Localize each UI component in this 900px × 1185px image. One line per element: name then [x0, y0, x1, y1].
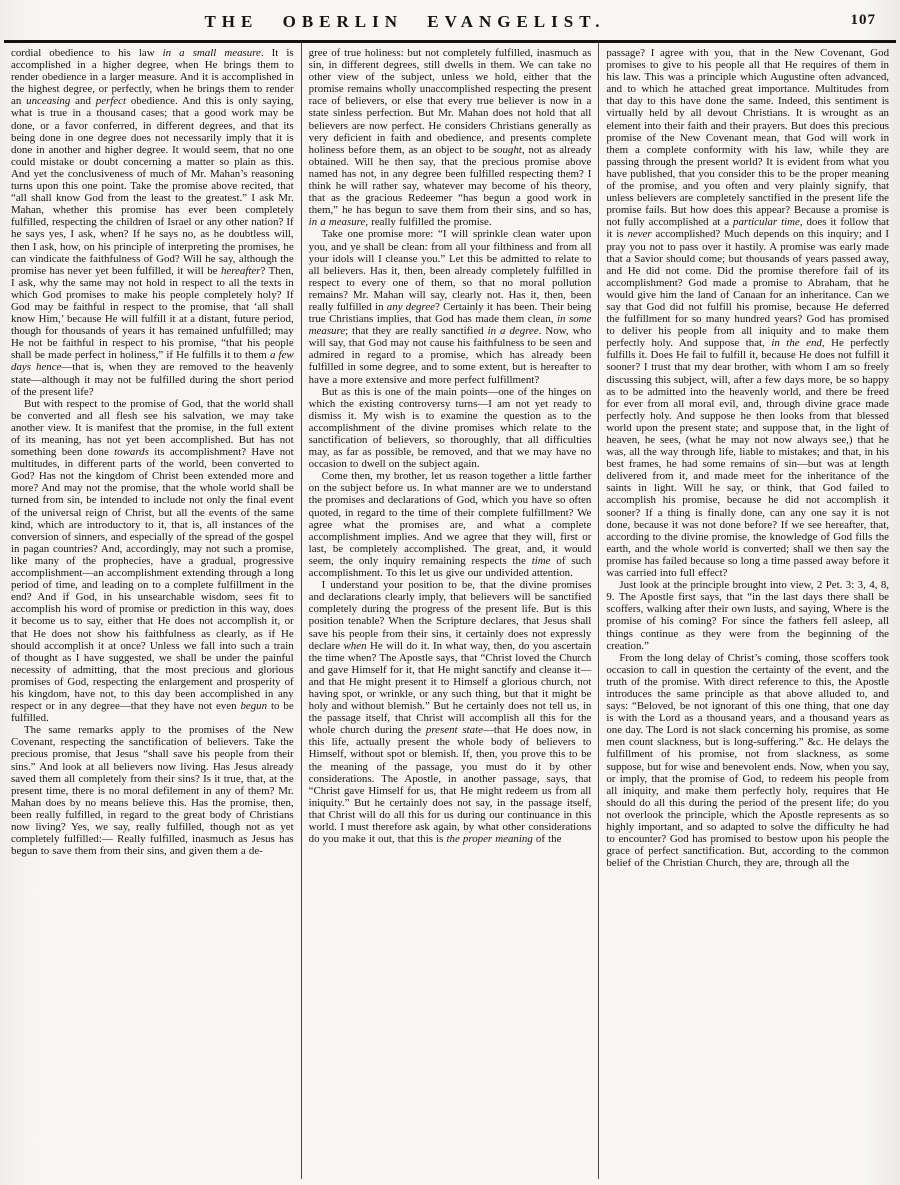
paragraph: The same remarks apply to the promises of the New Covenant, respecting the sanctification of believers. Take the precious promise, that Jesus “shall save his people from their sins.” And look at all believers now living. Has Jesus already saved them all completely from their sins? Is it true, that, at the present time, there is no moral defilement in any of them? Mr. Mahan does by no means believe this. Has the promise, then, been really fulfilled, in regard to the great body of Christians now living? Yes, we say, really fulfilled, though not as yet completely fulfilled:— Really fulfilled, inasmuch as Jesus has begun to save them from their sins, and given them a de- — [11, 724, 294, 858]
paragraph: gree of true holiness: but not completely fulfilled, inasmuch as sin, in different degrees, still dwells in them. We can take no other view of the subject, unless we hold, either that the promise remains wholly unaccomplished respecting the present race of believers, or else that every true believer is now in a state sinless perfection. But Mr. Mahan does not hold that all believers are now perfect. He considers Christians generally as very deficient in faith and obedience, and presents complete holiness before them, as an object to be sought, not as already obtained. Will he then say, that the precious promise above named has not, in any degree been fulfilled respecting them? I think he will rather say, whatever may become of his theory, that as the gracious Redeemer “has begun a good work in them,” he has begun to save them from their sins, and so has, in a measure, really fulfilled the promise. — [308, 47, 592, 229]
paragraph: Just look at the principle brought into view, 2 Pet. 3: 3, 4, 8, 9. The Apostle first says, that “in the last days there shall be scoffers, walking after their own lusts, and saying, Where is the promise of his coming? For since the fathers fell asleep, all things continue as they were from the beginning of the creation.” — [606, 579, 890, 652]
paragraph: Take one promise more: “I will sprinkle clean water upon you, and ye shall be clean: from all your filthiness and from all your idols will I cleanse you.” Let this be admitted to relate to all believers. Has it, then, been already completely fulfilled in respect to every one of them, so that no moral pollution remains? Mr. Mahan will say, clearly not. Has it, then, been really fulfilled in any degree? Certainly it has been. Their being true Christians implies, that God has made them clean, in some measure; that they are really sanctified in a degree. Now, who will say, that God may not cause his faithfulness to be seen and admired in regard to a promise, which has already been fulfilled in some degree, and to some extent, but is hereafter to have a more extensive and more perfect fulfillment? — [308, 228, 592, 386]
paragraph: But as this is one of the main points—one of the hinges on which the existing controversy turns—I am not yet ready to dismiss it. My wish is to examine the question as to the accomplishment of the divine promises which relate to the sanctification of believers, so thoroughly, that all difficulties may, as far as possible, be removed, and that we may have no occasion to dwell on the subject again. — [308, 385, 592, 471]
column-3 — [598, 43, 896, 1179]
paragraph: Come then, my brother, let us reason together a little farther on the subject before us. In what manner are we to understand the promises and declarations of God, which you have so often quoted, in regard to the time of their complete fulfillment? We agree what the promises are, and what a complete accomplishment implies. And we agree that they will, first or last, be completely accomplished. The great, and, it would seem, the only inquiry remaining respects the time of such accomplishment. To this let us give our undivided attention. — [308, 470, 592, 580]
paragraph: But with respect to the promise of God, that the world shall be converted and all flesh see his salvation, we may take another view. It is manifest that the promise, in the full extent of its meaning, has not yet been accomplished. But has not something been done towards its accomplishment? Have not multitudes, in different parts of the world, been converted to God? Has not the kingdom of Christ been extended more and more? And may not the promise, that the whole world shall be turned from sin, be intended to include not only the final event of the universal reign of Christ, but all the events of the same kind, which are introductory to it, that is, all instances of the conversion of sinners, and especially of the spread of the gospel in pagan countries? And, accordingly, may not such a promise, like many of the prophecies, have a gradual, progressive accomplishment—an accomplishment extending through a long period of time, and leading on to a complete fulfillment in the end? And if God, in his unsearchable wisdom, sees fit to accomplish his word of promise or prediction in this way, does it become us to say, either that He does not accomplish it, or that He does not show his faithfulness as clearly, as if He should accomplish it at once? Unless we fall into such a train of thought as I have suggested, we shall be under the painful necessity of admitting, that the most precious and glorious promises of God, respecting the enlargement and prosperity of his kingdom, have not, to this day been accomplished in any respect or in any degree—that they have not even begun to be fulfilled. — [11, 397, 294, 725]
paragraph: I understand your position to be, that the divine promises and declarations clearly imply, that believers will be sanctified completely during the progress of the present life. But is this position tenable? When the Scripture declares, that Jesus shall save his people from their sins, it certainly does not expressly declare when He will do it. In what way, then, do you ascertain the time when? The Apostle says, that “Christ loved the Church and gave Himself for it, that He might sanctify and cleanse it—and that He might present it to Himself a glorious church, not having spot, or wrinkle, or any such thing, but that it might be holy and without blemish.” But he certainly does not tell us, in the passage itself, that Christ will accomplish all this for the whole church during the present state—that He does now, in this life, actually present the whole body of believers to Himself, without spot or blemish. If, then, you prove this to be the meaning of the passage, you must do it by other considerations. The Apostle, in another passage, says, that “Christ gave Himself for us, that He might redeem us from all iniquity.” But he certainly does not say, in the passage itself, that Christ will do all this for us during our continuance in this world. I must therefore ask again, by what other considerations do you make it out, that this is the proper meaning of the — [308, 579, 592, 846]
page-number: 107 — [850, 12, 876, 28]
column-1 — [4, 43, 301, 1179]
paragraph: From the long delay of Christ’s coming, those scoffers took occasion to call in question the certainty of the event, and the truth of the promise. With direct reference to this, the Apostle introduces the same principle as that above alluded to, and says: “Beloved, be not ignorant of this one thing, that one day is with the Lord as a thousand years, and a thousand years as one day. The Lord is not slack concerning his promise, as some men count slackness, but is long-suffering.” &c. He delays the fulfillment of his promise, not from slackness, as some suppose, but for wise and benevolent ends. Now, when you say, or imply, that the promise of God, to redeem his people from all iniquity, and make them perfectly holy, requires that He should do all this during the period of the present life; do you not overlook the principle, which the Apostle represents as so highly important, and so adapted to solve the difficulty he had to encounter? God has promised to bestow upon his people the grace of perfect sanctification. But, according to the common belief of the Christian Church, they are, through all the — [606, 651, 890, 870]
article-columns — [0, 43, 900, 1179]
column-2 — [301, 43, 599, 1179]
masthead — [0, 0, 900, 40]
page-title: THE OBERLIN EVANGELIST. — [204, 12, 606, 31]
paragraph: passage? I agree with you, that in the New Covenant, God promises to give to his people all that He requires of them in his law. This was a principle which Augustine often advanced, and to which he attached great importance. Multitudes from that day to this have done the same. Indeed, this sentiment is virtually held by all devout Christians. It is wrought as an element into their faith and their prayers. But does this precious promise of the New Covenant mean, that God will work in them a complete conformity with his law, while they are passing through the present world? It is evident from what you have published, that you consider this to be the proper meaning of the promise, and you often and very plainly signify, that unless believers are completely sanctified in the present life the promise fails. But how does this appear? Because a promise is not fully accomplished at a particular time, does it follow that it is never accomplished? Much depends on this inquiry; and I pray you not to pass over it hastily. A promise was early made that a Savior should come; but thousands of years passed away, and He did not come. Did the promise therefore fail of its accomplishment? God made a promise to Abraham, that he would give him the land of Canaan for an inheritance. Can we say that God did not fulfill his promise, because He deferred the fulfillment for so many hundred years? God has promised to deliver his people from all iniquity and to make them perfectly holy. And suppose that, in the end, He perfectly fulfills it. Does He fail to fulfill it, because He does not fulfill it sooner? I trust that my dear brother, with whom I am so freely discussing this subject, will, after a few days more, be so happy as to be admitted into the heavenly world, and there be freed for ever from all moral evil, and, through divine grace made perfectly holy. And suppose he then looks from that blessed world upon the present state; and suppose that, in the light of heaven, he sees, (what he may not now always see,) that he was, all the way through life, liable to mistakes; and that, in his best frames, he had some remains of sin—but was at length delivered from it, and made meet for the inheritance of the saints in light. Will he say, or think, that God failed to accomplish his promise, because he did not accomplish it sooner? If a thing is finally done, can any one say it is not done, because it was not done before? If we see hereafter, that, according to the divine promise, the knowledge of God fills the earth, and the whole world is converted; shall we then say the promise has failed because so long a time passed away before it was carried into full effect? — [606, 47, 890, 580]
paragraph: cordial obedience to his law in a small measure. It is accomplished in a higher degree, when He brings them to render obedience in a larger measure. And it is accomplished in the highest degree, or perfectly, when he brings them to render an unceasing and perfect obedience. And this is only saying, what is true in a thousand cases; that a good work may be done, or a favor conferred, in different degrees, and that its being done in one degree does not necessarily imply that it is done in another and higher degree. It would seem, that no one could mistake or doubt concerning a matter so plain as this. And yet the conclusiveness of much of Mr. Mahan’s reasoning turns upon this one point. Take the promise above recited, that “all shall know God from the least to the greatest.” I ask Mr. Mahan, whether this promise has ever been completely fulfilled, respecting the children of Israel or any other nation? If he says yes, I ask, when? If he says no, as he doubtless will, then I ask, how, on his principle of interpreting the promises, he can vindicate the faithfulness of God? Will he say, although the promise has never yet been fulfilled, it will be hereafter? Then, I ask, why the same may not hold in respect to all the texts in which God promises to make his people completely holy? If God may be faithful in respect to the promise, that ‘all shall know Him,’ because He will fulfill it at a distant, future period, though for thousands of years it has remained unfulfilled; may He not be faithful in respect to his promise, “that his people shall be made perfect in holiness,” if He fulfills it to them a few days hence—that is, when they are removed to the heavenly state—although it may not be fulfilled during the short period of the present life? — [11, 47, 294, 398]
